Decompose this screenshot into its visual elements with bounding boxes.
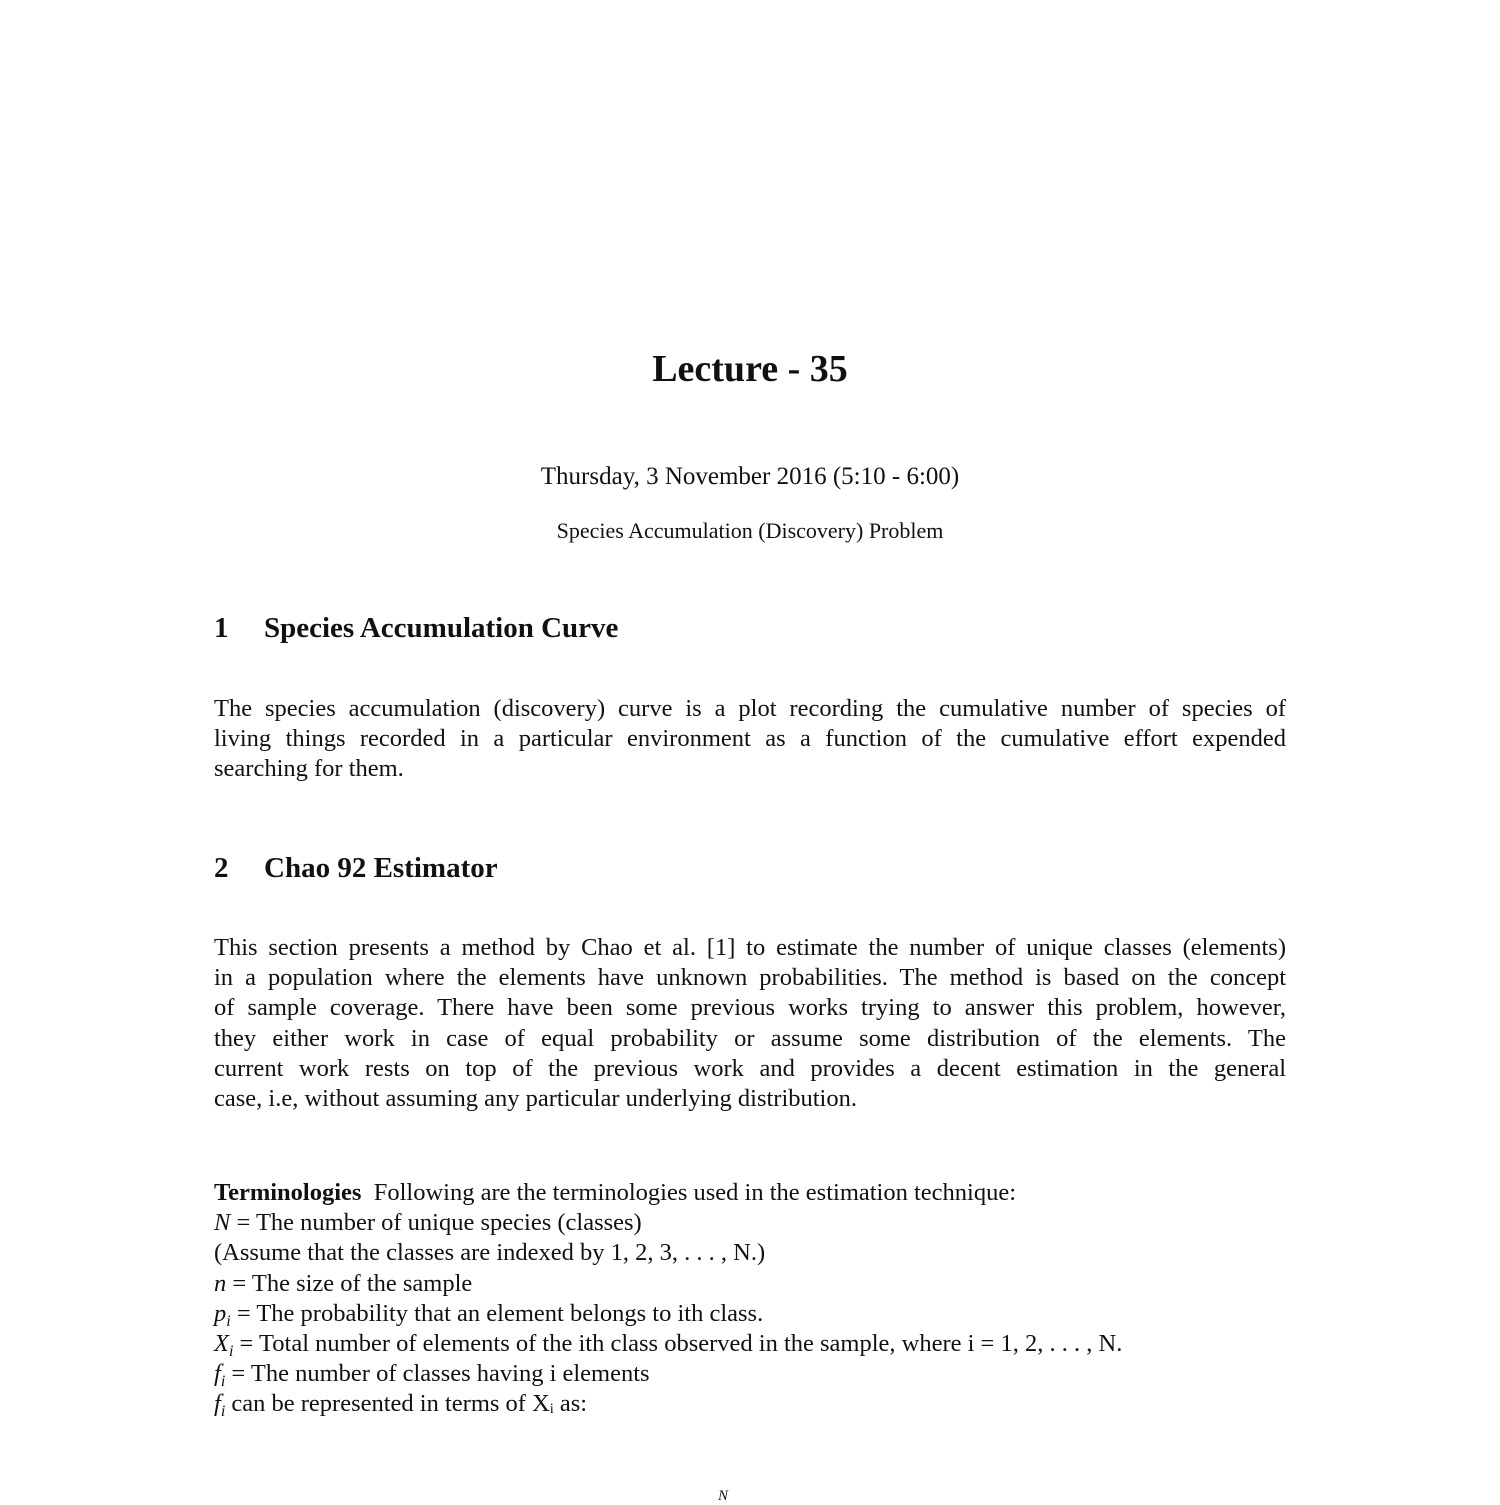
term-item	[214, 1329, 1286, 1359]
term-subscript: i	[226, 1312, 231, 1330]
section-title: Species Accumulation Curve	[264, 612, 619, 644]
term-definition: = The size of the sample	[226, 1269, 473, 1297]
term-definition: = The probability that an element belongs to ith class.	[230, 1299, 764, 1327]
section-number: 2	[214, 852, 229, 884]
term-subscript: i	[228, 1342, 234, 1360]
term-item	[214, 1389, 1286, 1419]
paragraph-line: case, i.e, without assuming any particular underlying distribution.	[214, 1084, 857, 1112]
term-item	[214, 1269, 1286, 1299]
term-definition: (Assume that the classes are indexed by 1, 2, 3, . . . , N.)	[214, 1239, 766, 1267]
paragraph-line: of sample coverage. There have been some previous works trying to answer this problem, however,	[214, 994, 1286, 1022]
term-definition: = Total number of elements of the ith class observed in the sample, where i = 1, 2, . . . , N.	[233, 1329, 1123, 1357]
paragraph-line: This section presents a method by Chao et al. [1] to estimate the number of unique classes (elements)	[214, 934, 1286, 961]
term-item	[214, 1299, 1286, 1329]
term-item	[214, 1238, 1286, 1268]
term-definition: = The number of unique species (classes)	[230, 1209, 642, 1237]
section-2-paragraph	[214, 933, 1286, 1114]
term-subscript: i	[220, 1403, 226, 1421]
equation-summation-upper-limit: N	[718, 1488, 729, 1504]
term-symbol: n	[214, 1269, 227, 1297]
section-heading-1	[214, 608, 618, 648]
term-item	[214, 1208, 1286, 1238]
section-heading-2	[214, 848, 498, 888]
section-title: Chao 92 Estimator	[264, 852, 498, 884]
terminologies-block	[214, 1178, 1286, 1420]
lecture-title: Lecture - 35	[652, 348, 848, 390]
terminologies-intro-text: Following are the terminologies used in the estimation technique:	[373, 1179, 1017, 1206]
paragraph-line: The species accumulation (discovery) curve is a plot recording the cumulative number of species of	[214, 695, 1286, 722]
term-symbol: f	[214, 1360, 221, 1388]
term-subscript: i	[220, 1373, 226, 1391]
section-number: 1	[214, 612, 229, 644]
paragraph-line: searching for them.	[214, 755, 404, 783]
term-symbol: N	[214, 1209, 231, 1237]
term-item	[214, 1359, 1286, 1389]
lecture-subtitle: Species Accumulation (Discovery) Problem	[556, 518, 944, 543]
term-symbol: X	[214, 1329, 229, 1357]
term-definition: can be represented in terms of Xᵢ as:	[225, 1390, 588, 1418]
term-symbol: p	[214, 1299, 227, 1327]
paragraph-line: living things recorded in a particular environment as a function of the cumulative effort expended	[214, 725, 1286, 753]
paragraph-line: current work rests on top of the previous work and provides a decent estimation in the general	[214, 1054, 1286, 1082]
section-1-paragraph	[214, 694, 1286, 785]
terminologies-label: Terminologies	[214, 1179, 362, 1206]
terminologies-intro	[214, 1178, 1286, 1208]
term-symbol: f	[214, 1390, 221, 1418]
term-definition: = The number of classes having i elements	[225, 1360, 650, 1388]
paragraph-line: in a population where the elements have unknown probabilities. The method is based on the concept	[214, 964, 1286, 992]
lecture-date: Thursday, 3 November 2016 (5:10 - 6:00)	[540, 463, 960, 490]
paragraph-line: they either work in case of equal probability or assume some distribution of the elements. The	[214, 1024, 1286, 1052]
